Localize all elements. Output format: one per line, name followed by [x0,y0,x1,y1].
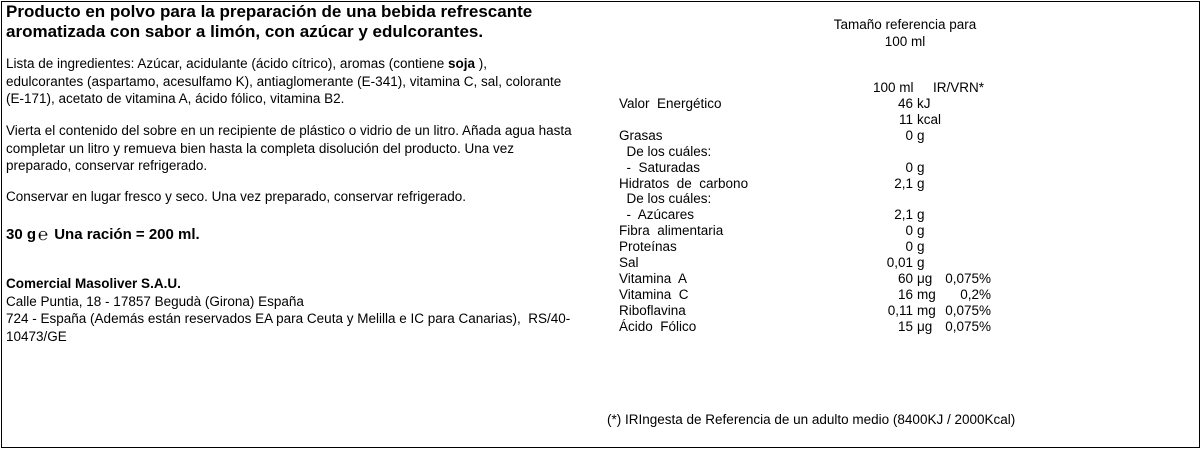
nutrition-row [619,255,999,271]
nutrition-row [619,144,999,160]
nutrient-unit: μg [917,270,933,286]
product-title [6,2,532,42]
column-header-100ml: 100 ml [873,80,914,95]
nutrient-label: Grasas [619,127,663,143]
nutrient-value: 15 [897,318,913,334]
nutrient-label: De los cuáles: [619,191,712,207]
nutrient-value: 0,01 [886,255,913,270]
preparation-instructions [6,122,572,175]
company-info [6,275,570,345]
nutrition-row [619,223,999,239]
nutrient-value: 60 [897,270,913,286]
instructions-line-2: completar un litro y remueva bien hasta la completa disolución del producto. Una vez [6,140,515,156]
nutrient-unit: kJ [917,96,931,111]
nutrition-row [619,160,999,176]
nutrition-row [619,96,999,112]
estimated-sign-icon: ℮ [38,225,49,244]
nutrient-unit: mg [917,302,936,318]
nutrition-row [619,319,999,335]
company-name: Comercial Masoliver S.A.U. [6,276,181,291]
nutrition-row [619,176,999,192]
instructions-line-3: preparado, conservar refrigerado. [6,158,208,173]
nutrient-unit: g [917,207,925,223]
nutrient-label: Ácido Fólico [619,318,697,334]
company-registry-line-1: 724 - España (Además están reservados EA para Ceuta y Melilla e IC para Canarias), RS/40- [6,311,571,326]
nutrient-value: 0 [905,159,913,175]
reference-size-line-2: 100 ml [884,34,926,49]
nutrient-value: 2,1 [894,207,913,223]
nutrition-row [619,112,999,128]
nutrient-value: 0 [905,239,913,255]
net-amount: 30 g [6,226,37,243]
nutrient-ir-percent: 0,075% [945,270,991,286]
nutrient-value: 46 [897,96,913,111]
nutrient-label: Sal [619,255,639,270]
reference-size-header [820,16,990,50]
column-header-ir: IR/VRN* [933,80,985,95]
nutrient-value: 0,11 [887,302,913,318]
storage-instructions: Conservar en lugar fresco y seco. Una vez preparado, conservar refrigerado. [6,189,466,204]
nutrient-unit: mg [917,286,936,302]
nutrient-label: Vitamina C [619,286,689,302]
nutrition-row [619,239,999,255]
ingredients-prefix: Lista de ingredientes: Azúcar, acidulante (ácido cítrico), aromas (contiene [6,56,448,71]
nutrient-label: Fibra alimentaria [619,223,724,239]
nutrient-value: 11 [898,111,913,127]
net-quantity [6,224,200,244]
nutrient-ir-percent: 0,075% [945,318,991,334]
nutrient-unit: kcal [917,111,942,127]
reference-size-line-1: Tamaño referencia para [833,17,977,32]
nutrient-label: De los cuáles: [619,143,712,159]
allergen-soja: soja [448,56,476,71]
nutrient-label: Riboflavina [619,302,686,318]
nutrition-row [619,271,999,287]
instructions-line-1: Vierta el contenido del sobre en un recipiente de plástico o vidrio de un litro. Añada agua hasta [6,123,572,138]
nutrient-unit: g [917,175,925,191]
nutrient-unit: μg [917,318,933,334]
nutrient-label: - Azúcares [619,207,695,223]
nutrition-row [619,191,999,207]
ingredients-line-3: (E-171), acetato de vitamina A, ácido fólico, vitamina B2. [6,91,345,106]
nutrient-value: 0 [905,127,913,143]
nutrient-label: - Saturadas [619,159,701,175]
nutrient-ir-percent: 0,075% [945,302,991,318]
nutrient-unit: g [917,127,925,143]
nutrient-value: 2,1 [894,175,913,191]
ingredients-line-2: edulcorantes (aspartamo, acesulfamo K), antiaglomerante (E-341), vitamina C, sal, colorante [6,73,562,89]
nutrient-unit: g [917,223,925,239]
product-title-line-1: Producto en polvo para la preparación de una bebida refrescante [6,2,533,21]
reference-intake-footnote: (*) IRIngesta de Referencia de un adulto medio (8400KJ / 2000Kcal) [607,412,1016,427]
nutrient-label: Proteínas [619,239,677,255]
nutrient-unit: g [917,255,925,270]
serving-size: Una ración = 200 ml. [54,226,200,243]
nutrient-ir-percent: 0,2% [960,286,991,302]
nutrient-label: Vitamina A [619,270,688,286]
nutrient-value: 16 [897,286,913,302]
nutrition-row [619,207,999,223]
ingredients-line-1 [6,55,561,73]
nutrient-label: Valor Energético [619,96,722,111]
company-registry-line-2: 10473/GE [6,328,67,344]
ingredients-list [6,55,561,108]
nutrition-row [619,287,999,303]
nutrition-row [619,128,999,144]
nutrient-label: Hidratos de carbono [619,175,749,191]
ingredients-suffix: ), [475,56,488,71]
nutrient-unit: g [917,239,925,255]
nutrient-value: 0 [905,223,913,239]
nutrient-unit: g [917,159,925,175]
product-title-line-2: aromatizada con sabor a limón, con azúcar y edulcorantes. [6,22,484,41]
nutrition-row [619,303,999,319]
company-address: Calle Puntia, 18 - 17857 Begudà (Girona) España [6,293,304,309]
